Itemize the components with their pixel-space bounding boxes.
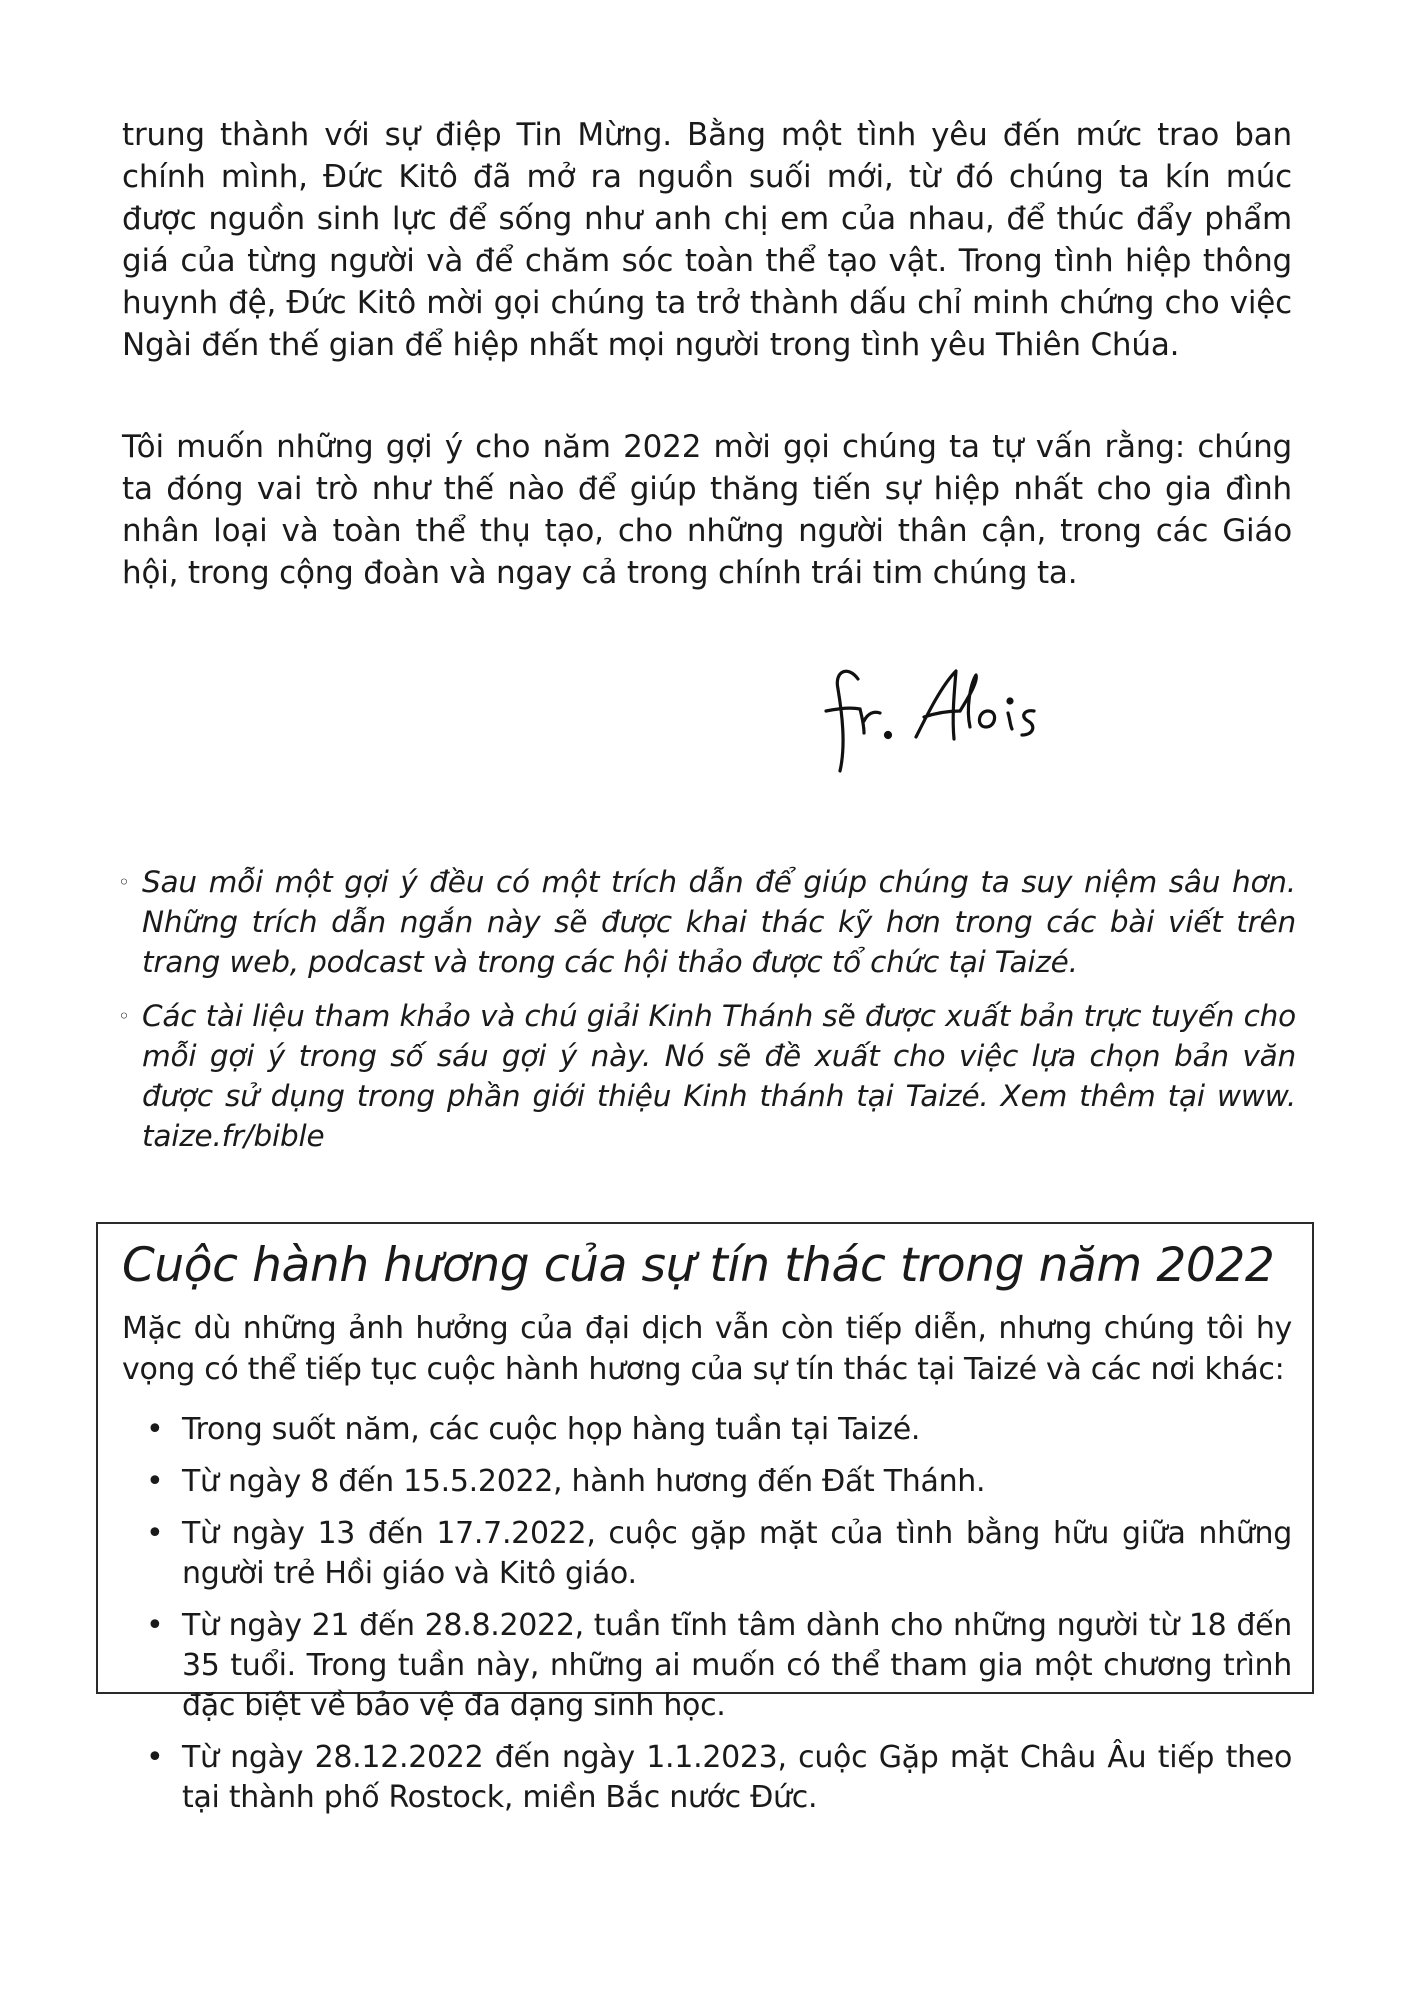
event-item xyxy=(146,1462,1292,1502)
footnote-item xyxy=(118,862,1296,982)
footnote-text: Sau mỗi một gợi ý đều có một trích dẫn để giúp chúng ta suy niệm sâu hơn. Những trích dẫn ngắn này sẽ được khai thác kỹ hơn trong các bài viết trên trang web, podcast và trong các hội thảo được tổ chức tại Taizé. xyxy=(142,865,1296,979)
event-text: Từ ngày 13 đến 17.7.2022, cuộc gặp mặt của tình bằng hữu giữa những người trẻ Hồi giáo và Kitô giáo. xyxy=(182,1516,1292,1591)
signature xyxy=(820,655,1080,785)
event-text: Từ ngày 21 đến 28.8.2022, tuần tĩnh tâm dành cho những người từ 18 đến 35 tuổi. Trong tuần này, những ai muốn có thể tham gia một chương trình đặc biệt về bảo vệ đa dạng sinh học. xyxy=(182,1608,1292,1723)
event-item xyxy=(146,1514,1292,1594)
bullet-icon: • xyxy=(146,1516,164,1551)
box-title: Cuộc hành hương của sự tín thác trong năm 2022 xyxy=(122,1238,1275,1293)
event-item xyxy=(146,1738,1292,1818)
event-item xyxy=(146,1410,1292,1450)
circle-bullet-icon: ◦ xyxy=(118,870,130,894)
bullet-icon: • xyxy=(146,1740,164,1775)
event-text: Từ ngày 28.12.2022 đến ngày 1.1.2023, cuộc Gặp mặt Châu Âu tiếp theo tại thành phố Rostock, miền Bắc nước Đức. xyxy=(182,1740,1292,1815)
body-paragraph: Tôi muốn những gợi ý cho năm 2022 mời gọi chúng ta tự vấn rằng: chúng ta đóng vai trò như thế nào để giúp thăng tiến sự hiệp nhất cho gia đình nhân loại và toàn thể thụ tạo, cho những người thân cận, trong các Giáo hội, trong cộng đoàn và ngay cả trong chính trái tim chúng ta. xyxy=(122,429,1292,591)
event-item xyxy=(146,1606,1292,1726)
bullet-icon: • xyxy=(146,1412,164,1447)
pilgrimage-box xyxy=(96,1222,1314,1815)
event-list xyxy=(146,1410,1292,1830)
bullet-icon: • xyxy=(146,1608,164,1643)
footnote-text: Các tài liệu tham khảo và chú giải Kinh Thánh sẽ được xuất bản trực tuyến cho mỗi gợi ý trong số sáu gợi ý này. Nó sẽ đề xuất cho việc lựa chọn bản văn được sử dụng trong phần giới thiệu Kinh thánh tại Taizé. Xem thêm tại www. taize.fr/bible xyxy=(142,999,1296,1153)
event-text: Từ ngày 8 đến 15.5.2022, hành hương đến Đất Thánh. xyxy=(182,1464,986,1499)
footnote-item xyxy=(118,996,1296,1156)
event-text: Trong suốt năm, các cuộc họp hàng tuần tại Taizé. xyxy=(182,1412,921,1447)
body-paragraph: trung thành với sự điệp Tin Mừng. Bằng một tình yêu đến mức trao ban chính mình, Đức Kitô đã mở ra nguồn suối mới, từ đó chúng ta kín múc được nguồn sinh lực để sống như anh chị em của nhau, để thúc đẩy phẩm giá của từng người và để chăm sóc toàn thể tạo vật. Trong tình hiệp thông huynh đệ, Đức Kitô mời gọi chúng ta trở thành dấu chỉ minh chứng cho việc Ngài đến thế gian để hiệp nhất mọi người trong tình yêu Thiên Chúa. xyxy=(122,117,1292,363)
bullet-icon: • xyxy=(146,1464,164,1499)
box-intro: Mặc dù những ảnh hưởng của đại dịch vẫn còn tiếp diễn, nhưng chúng tôi hy vọng có thể tiếp tục cuộc hành hương của sự tín thác tại Taizé và các nơi khác: xyxy=(122,1311,1292,1387)
circle-bullet-icon: ◦ xyxy=(118,1004,130,1028)
footnotes xyxy=(118,862,1296,1170)
